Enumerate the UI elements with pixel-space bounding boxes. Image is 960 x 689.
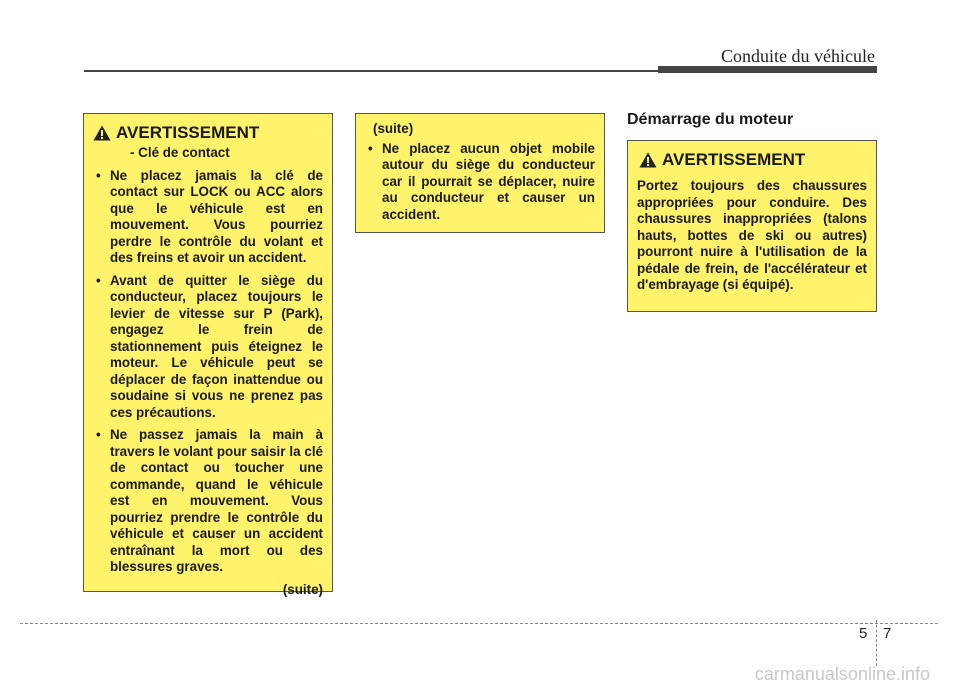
- watermark: carmanualsonline.info: [754, 664, 930, 684]
- list-item: • Ne placez aucun objet mobile autour du siège du conducteur car il pourrait se déplacer, nuire au conducteur et causer un accident.: [365, 141, 595, 224]
- warning-heading: [639, 150, 867, 170]
- chapter-number: 5: [859, 625, 868, 642]
- section-heading: Démarrage du moteur: [627, 111, 794, 128]
- header-rule-accent: [658, 66, 877, 73]
- footer-divider: [20, 623, 938, 624]
- list-item: • Avant de quitter le siège du conducteur, placez toujours le levier de vitesse sur P (Park), engagez le frein de stationnement puis éteignez le moteur. Le véhicule peut se déplacer de façon inattendue ou soudaine si vous ne prenez pas ces précautions.: [93, 273, 323, 422]
- continued-head-label: (suite): [373, 121, 414, 136]
- list-item: • Ne placez jamais la clé de contact sur LOCK ou ACC alors que le véhicule est en mouvement. Vous pourriez perdre le contrôle du volant et des freins et avoir un accident.: [93, 168, 323, 267]
- warning-list: [93, 168, 323, 576]
- page-number-divider: [876, 620, 877, 666]
- warning-box-continued: [355, 113, 605, 233]
- list-item: • Ne passez jamais la main à travers le volant pour saisir la clé de contact ou toucher une commande, quand le véhicule est en mouvement. Vous pourriez prendre le contrôle du véhicule et causer un accident entraînant la mort ou des blessures graves.: [93, 427, 323, 576]
- warning-subheading: - Clé de contact: [130, 145, 230, 160]
- header-rule: [84, 70, 658, 72]
- warning-box-footwear: [627, 140, 877, 312]
- warning-list: [365, 141, 595, 224]
- warning-heading: [93, 123, 323, 143]
- warning-text: Portez toujours des chaussures appropriées pour conduire. Des chaussures inappropriées (talons hauts, bottes de ski ou autres) pourront nuire à l'utilisation de la pédale de frein, de l'accélérateur et d'embrayage (si équipé).: [637, 178, 867, 292]
- page-number: 7: [883, 625, 892, 642]
- warning-triangle-icon: [639, 152, 657, 168]
- warning-heading-text: AVERTISSEMENT: [116, 123, 260, 142]
- warning-heading-text: AVERTISSEMENT: [662, 150, 806, 169]
- chapter-title: Conduite du véhicule: [721, 46, 875, 66]
- warning-box-ignition: [83, 113, 333, 597]
- warning-triangle-icon: [93, 125, 111, 141]
- continued-label: (suite): [282, 581, 323, 597]
